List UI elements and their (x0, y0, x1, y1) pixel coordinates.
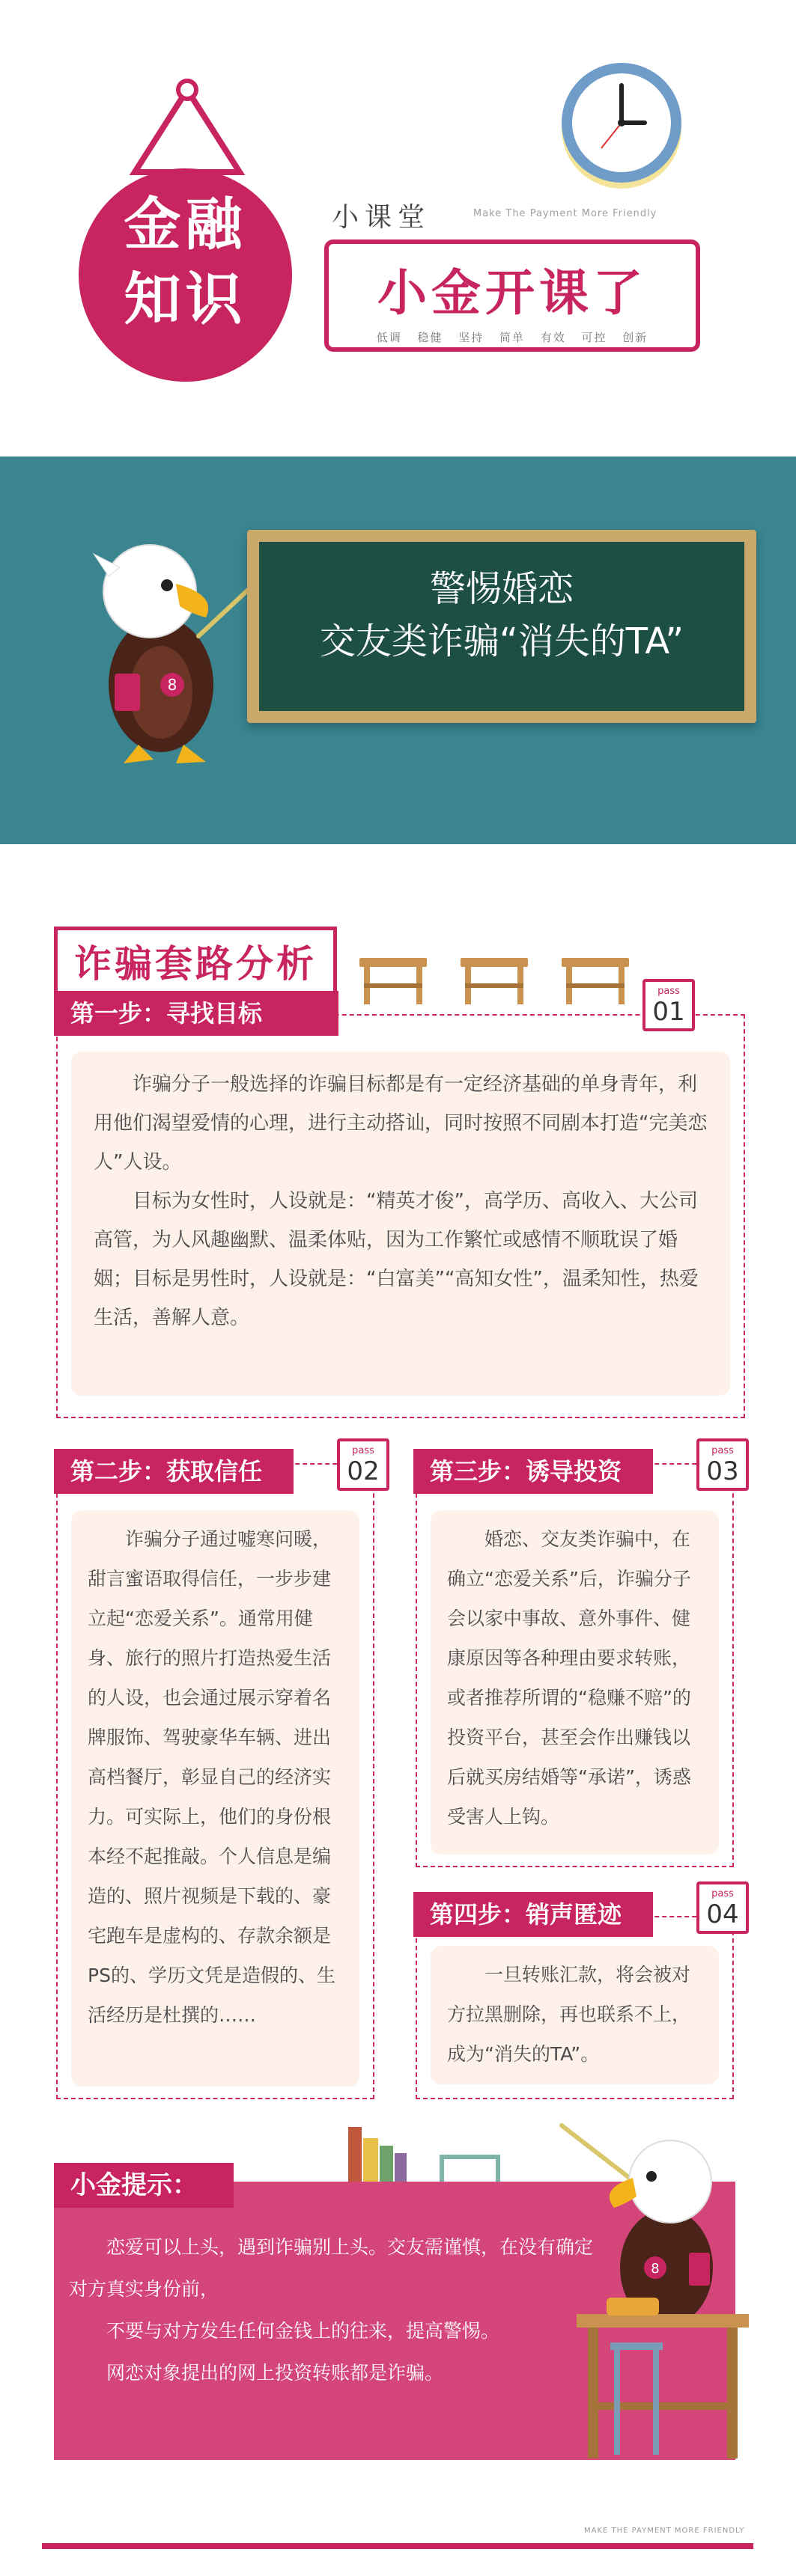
step-3-card (431, 1510, 719, 1855)
pass-label: pass (711, 1888, 734, 1899)
pass-number: 02 (347, 1456, 380, 1486)
step-3-pass-badge (696, 1438, 749, 1491)
step-4-card (431, 1946, 719, 2084)
badge-line-1: 金融 (124, 191, 247, 257)
board-line-2: 交友类诈骗“消失的TA” (319, 620, 684, 662)
svg-text:8: 8 (651, 2261, 660, 2277)
step-2-pass-badge (337, 1438, 389, 1491)
pass-label: pass (657, 986, 680, 997)
subtitle-en: Make The Payment More Friendly (473, 208, 657, 219)
pass-label: pass (352, 1445, 374, 1456)
tips-line: 不要与对方发生任何金钱上的往来，提高警惕。 (106, 2320, 500, 2342)
banner-title: 小金开课了 (377, 264, 647, 322)
pass-number: 01 (652, 997, 685, 1027)
svg-text:8: 8 (167, 676, 177, 694)
step-1-card (71, 1052, 730, 1396)
pass-number: 04 (706, 1899, 739, 1929)
chalkboard-text (247, 563, 756, 668)
tips-text (69, 2226, 593, 2394)
eagle-mascot-icon (79, 524, 258, 771)
desks-icon (352, 950, 637, 1010)
badge-line-2: 知识 (124, 266, 247, 332)
step-1-label: 第一步：寻找目标 (54, 991, 338, 1036)
step-1-pass-badge (642, 979, 695, 1031)
step-2-label: 第二步：获取信任 (54, 1449, 294, 1494)
board-line-1: 警惕婚恋 (429, 568, 574, 610)
tips-line: 恋爱可以上头，遇到诈骗别上头。交友需谨慎，在没有确定对方真实身份前， (69, 2236, 594, 2300)
badge-text (79, 187, 292, 337)
tips-title: 小金提示： (54, 2163, 234, 2208)
step-1-paragraph: 目标为女性时，人设就是：“精英才俊”，高学历、高收入、大公司高管，为人风趣幽默、温柔体贴，因为工作繁忙或感情不顺耽误了婚姻；目标是男性时，人设就是：“白富美”“高知女性”，温柔知性，热爱生活，善解人意。 (94, 1190, 699, 1329)
step-4-pass-badge (696, 1881, 749, 1934)
tips-line: 网恋对象提出的网上投资转账都是诈骗。 (106, 2362, 444, 2384)
step-4-paragraph: 一旦转账汇款，将会被对方拉黑删除，再也联系不上，成为“消失的TA”。 (447, 1964, 691, 2065)
footer-slogan: MAKE THE PAYMENT MORE FRIENDLY (584, 2527, 745, 2535)
subtitle-small: 小课堂 (332, 202, 431, 233)
section-title: 诈骗套路分析 (74, 942, 317, 986)
step-2-paragraph: 诈骗分子通过嘘寒问暖，甜言蜜语取得信任，一步步建立起“恋爱关系”。通常用健身、旅行的照片打造热爱生活的人设，也会通过展示穿着名牌服饰、驾驶豪华车辆、进出高档餐厅，彰显自己的经济实力。可实际上，他们的身份根本经不起推敲。个人信息是编造的、照片视频是下载的、豪宅跑车是虚构的、存款余额是PS的、学历文凭是造假的、生活经历是杜撰的…… (88, 1528, 335, 2026)
step-3-paragraph: 婚恋、交友类诈骗中，在确立“恋爱关系”后，诈骗分子会以家中事故、意外事件、健康原因等各种理由要求转账，或者推荐所谓的“稳赚不赔”的投资平台，甚至会作出赚钱以后就买房结婚等“承诺”，诱惑受害人上钩。 (447, 1528, 691, 1828)
footer-divider (42, 2543, 753, 2549)
eagle-desk-icon (554, 2118, 764, 2500)
step-2-card (71, 1510, 359, 2087)
pass-label: pass (711, 1445, 734, 1456)
step-1-paragraph: 诈骗分子一般选择的诈骗目标都是有一定经济基础的单身青年，利用他们渴望爱情的心理，进行主动搭讪，同时按照不同剧本打造“完美恋人”人设。 (94, 1073, 708, 1173)
pass-number: 03 (706, 1456, 739, 1486)
step-3-label: 第三步：诱导投资 (413, 1449, 653, 1494)
banner-tags: 低调 稳健 坚持 简单 有效 可控 创新 (376, 331, 648, 344)
clock-icon (556, 60, 687, 191)
step-4-label: 第四步：销声匿迹 (413, 1892, 653, 1937)
